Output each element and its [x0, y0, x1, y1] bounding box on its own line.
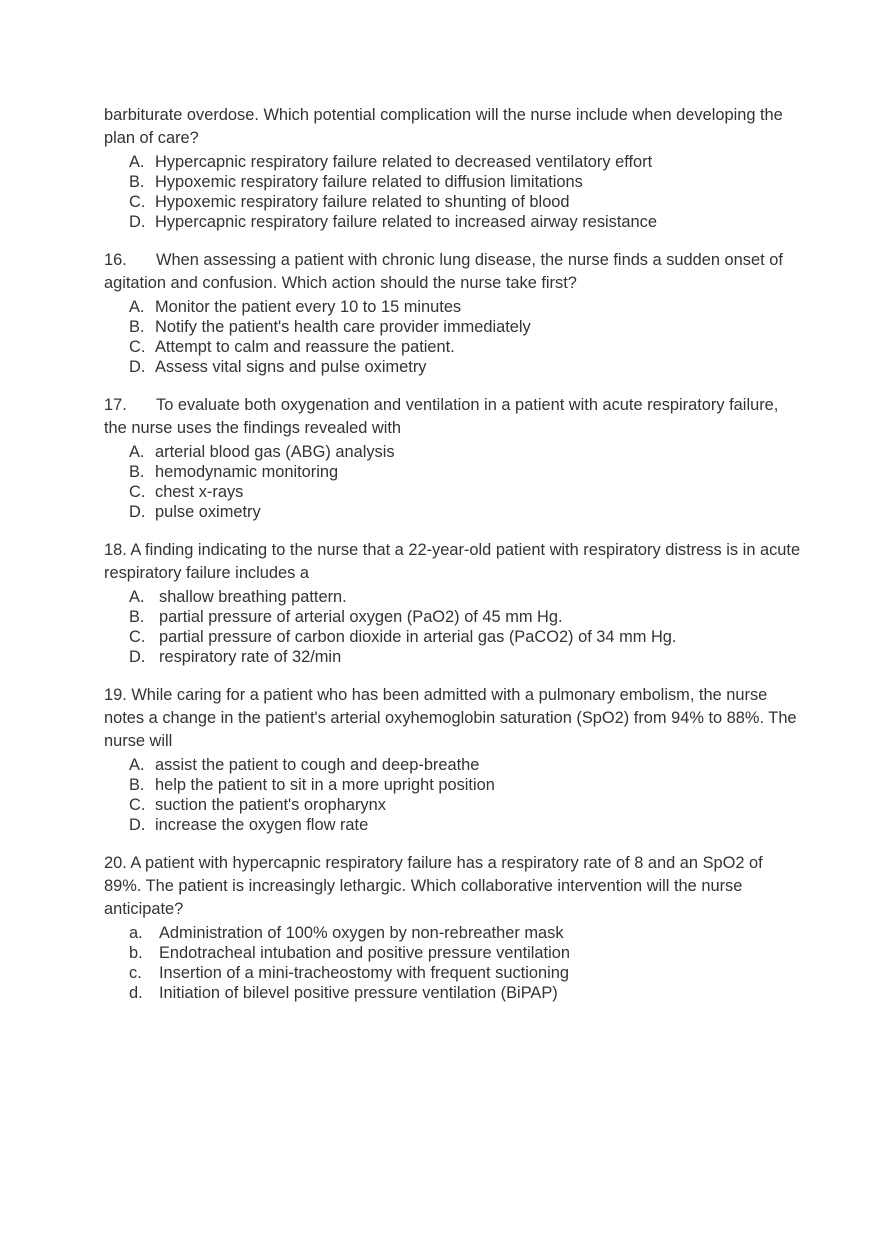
option-text: shallow breathing pattern. [159, 588, 347, 606]
answer-option-b [104, 607, 804, 627]
answer-option-b [104, 943, 804, 963]
option-text: partial pressure of arterial oxygen (PaO2) of 45 mm Hg. [159, 608, 563, 626]
option-letter: A. [129, 756, 145, 774]
option-text: Assess vital signs and pulse oximetry [155, 358, 427, 376]
option-text: Monitor the patient every 10 to 15 minutes [155, 298, 462, 316]
answer-options [104, 442, 804, 522]
question-list [104, 104, 804, 1020]
question-16 [104, 249, 804, 377]
option-letter: a. [129, 924, 143, 942]
answer-option-d [104, 815, 804, 835]
option-text: Hypercapnic respiratory failure related to increased airway resistance [155, 213, 657, 231]
option-letter: D. [129, 213, 146, 231]
answer-option-d [104, 983, 804, 1003]
option-text: Hypoxemic respiratory failure related to diffusion limitations [155, 173, 583, 191]
answer-option-a [104, 587, 804, 607]
answer-option-c [104, 192, 804, 212]
option-text: pulse oximetry [155, 503, 261, 521]
option-letter: C. [129, 193, 146, 211]
answer-option-b [104, 172, 804, 192]
option-letter: C. [129, 483, 146, 501]
question-20 [104, 852, 804, 1003]
answer-option-a [104, 152, 804, 172]
option-text: Notify the patient's health care provider immediately [155, 318, 531, 336]
answer-options [104, 152, 804, 232]
answer-option-c [104, 337, 804, 357]
option-letter: B. [129, 776, 145, 794]
option-text: Insertion of a mini-tracheostomy with frequent suctioning [159, 964, 569, 982]
answer-options [104, 587, 804, 667]
stem-text: 18. A finding indicating to the nurse that a 22-year-old patient with respiratory distress is in acute respiratory failure includes a [104, 541, 801, 582]
question-stem [104, 249, 804, 295]
question-15 [104, 104, 804, 232]
answer-option-d [104, 212, 804, 232]
option-letter: B. [129, 173, 145, 191]
option-text: partial pressure of carbon dioxide in arterial gas (PaCO2) of 34 mm Hg. [159, 628, 677, 646]
question-stem [104, 852, 804, 921]
stem-text: When assessing a patient with chronic lung disease, the nurse finds a sudden onset of agitation and confusion. Which action should the nurse take first? [104, 251, 783, 292]
option-text: chest x-rays [155, 483, 244, 501]
answer-option-c [104, 627, 804, 647]
question-17 [104, 394, 804, 522]
option-letter: C. [129, 338, 146, 356]
option-text: help the patient to sit in a more upright position [155, 776, 495, 794]
answer-options [104, 923, 804, 1003]
answer-option-d [104, 502, 804, 522]
option-text: Administration of 100% oxygen by non-rebreather mask [159, 924, 564, 942]
option-letter: A. [129, 588, 145, 606]
answer-option-a [104, 923, 804, 943]
question-19 [104, 684, 804, 835]
answer-option-c [104, 963, 804, 983]
option-letter: d. [129, 984, 143, 1002]
stem-text: 20. A patient with hypercapnic respiratory failure has a respiratory rate of 8 and an SpO2 of 89%. The patient is increasingly lethargic. Which collaborative intervention will the nurse anticipate? [104, 854, 763, 918]
option-letter: A. [129, 443, 145, 461]
option-letter: D. [129, 816, 146, 834]
answer-option-d [104, 357, 804, 377]
option-text: Endotracheal intubation and positive pressure ventilation [159, 944, 570, 962]
answer-option-c [104, 482, 804, 502]
option-text: Attempt to calm and reassure the patient. [155, 338, 455, 356]
option-text: increase the oxygen flow rate [155, 816, 369, 834]
question-stem [104, 539, 804, 585]
question-number: 17. [104, 396, 127, 414]
option-letter: D. [129, 358, 146, 376]
answer-option-d [104, 647, 804, 667]
option-letter: C. [129, 796, 146, 814]
stem-text: To evaluate both oxygenation and ventilation in a patient with acute respiratory failure, the nurse uses the findings revealed with [104, 396, 779, 437]
option-text: arterial blood gas (ABG) analysis [155, 443, 395, 461]
question-stem [104, 684, 804, 753]
answer-option-b [104, 317, 804, 337]
answer-option-a [104, 442, 804, 462]
option-letter: c. [129, 964, 142, 982]
option-letter: D. [129, 503, 146, 521]
question-18 [104, 539, 804, 667]
option-text: Initiation of bilevel positive pressure ventilation (BiPAP) [159, 984, 558, 1002]
option-letter: D. [129, 648, 146, 666]
answer-option-a [104, 755, 804, 775]
option-letter: b. [129, 944, 143, 962]
option-letter: B. [129, 608, 145, 626]
option-letter: A. [129, 153, 145, 171]
stem-text: 19. While caring for a patient who has been admitted with a pulmonary embolism, the nurse notes a change in the patient's arterial oxyhemoglobin saturation (SpO2) from 94% to 88%. The nurse will [104, 686, 797, 750]
question-stem [104, 104, 804, 150]
option-letter: C. [129, 628, 146, 646]
question-number: 16. [104, 251, 127, 269]
answer-option-b [104, 462, 804, 482]
answer-options [104, 755, 804, 835]
question-stem [104, 394, 804, 440]
option-text: suction the patient's oropharynx [155, 796, 386, 814]
option-letter: B. [129, 318, 145, 336]
option-text: assist the patient to cough and deep-breathe [155, 756, 480, 774]
option-text: Hypoxemic respiratory failure related to shunting of blood [155, 193, 570, 211]
option-text: Hypercapnic respiratory failure related to decreased ventilatory effort [155, 153, 653, 171]
option-text: hemodynamic monitoring [155, 463, 339, 481]
option-letter: B. [129, 463, 145, 481]
stem-text: barbiturate overdose. Which potential complication will the nurse include when developing the plan of care? [104, 106, 783, 147]
answer-option-b [104, 775, 804, 795]
option-letter: A. [129, 298, 145, 316]
answer-options [104, 297, 804, 377]
answer-option-c [104, 795, 804, 815]
answer-option-a [104, 297, 804, 317]
option-text: respiratory rate of 32/min [159, 648, 342, 666]
